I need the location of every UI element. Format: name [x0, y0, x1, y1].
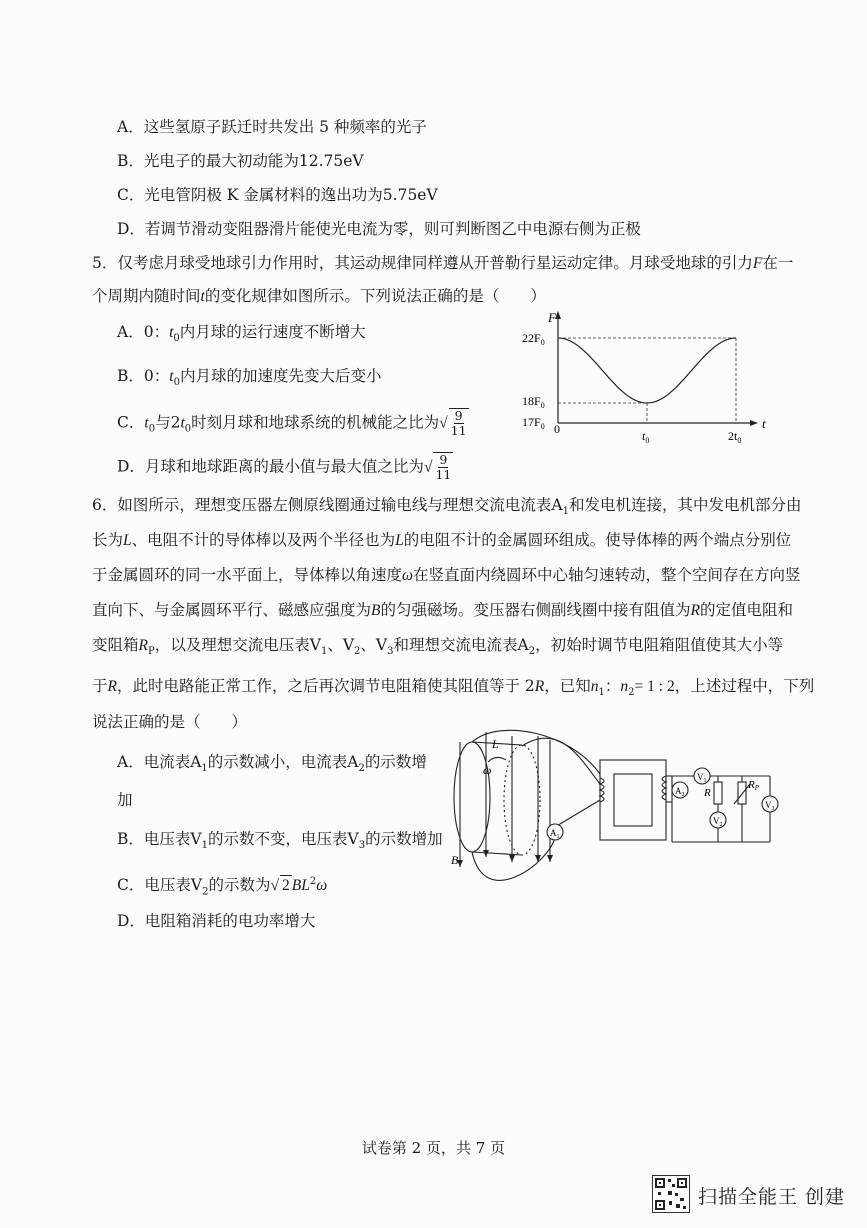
rod-bottom — [472, 852, 522, 855]
q6-option-d: D．电阻箱消耗的电功率增大 — [117, 912, 316, 930]
q6-stem-line2: 长为L、电阻不计的导体棒以及两个半径也为L的电阻不计的金属圆环组成。使导体棒的两个端点分别位 — [92, 531, 792, 549]
q6-option-a: A．电流表$A_1$的示数减小，电流表$A_2$的示数增 — [117, 753, 427, 775]
svg-text:V2: $V_2$ — [713, 816, 723, 828]
q5-stem-line1: 5．仅考虑月球受地球引力作用时，其运动规律同样遵从开普勒行星运动定律。月球受地球的引力F在一 — [92, 254, 794, 272]
watermark-text: 扫描全能王 创建 — [698, 1186, 846, 1208]
q5-option-b: B．0：$t_0$内月球的加速度先变大后变小 — [117, 367, 382, 389]
q6-stem-line5: 变阻箱$R_P$，以及理想交流电压表$V_1$、$V_2$、$V_3$和理想交流电流表$A_2$，初始时调节电阻箱阻值使其大小等 — [92, 636, 784, 658]
svg-text:V3: $V_3$ — [765, 800, 775, 812]
transformer-core — [600, 760, 666, 840]
left-ring — [454, 742, 490, 852]
x-tick-2t0: $2t_0$ — [728, 429, 742, 445]
y-tick-22: $22F_0$ — [522, 331, 545, 347]
x-tick-t0: $t_0$ — [642, 429, 650, 445]
diagram-label-R: R — [704, 787, 711, 799]
scanner-watermark — [652, 1175, 852, 1215]
q6-option-b: B．电压表$V_1$的示数不变，电压表$V_3$的示数增加 — [117, 830, 443, 852]
q6-stem-line6: 于R，此时电路能正常工作，之后再次调节电阻箱使其阻值等于 2R，已知$n_1$：$n_2= 1$ : 2，上述过程中，下列 — [92, 677, 815, 699]
q6-option-a-cont: 加 — [117, 791, 133, 809]
q4-option-d: D．若调节滑动变阻器滑片能使光电流为零，则可判断图乙中电源右侧为正极 — [117, 220, 641, 238]
svg-text:RP: RP — [748, 779, 760, 792]
q5-option-c: C．$t_0$与$2t_0$时刻月球和地球系统的机械能之比为√ $\frac{9}{11}$ — [117, 408, 467, 438]
y-axis-label: F — [548, 310, 556, 325]
x-tick-0: 0 — [554, 422, 560, 436]
qr-code-icon — [652, 1175, 690, 1213]
q5-option-a: A．0：$t_0$内月球的运行速度不断增大 — [117, 323, 366, 345]
y-tick-17: $17F_0$ — [522, 415, 545, 431]
diagram-label-omega: ω — [483, 763, 492, 777]
q6-option-c: C．电压表$V_2$的示数为√ 2 $BL^2\omega$ — [117, 876, 328, 898]
q5-stem-line2: 个周期内随时间t的变化规律如图所示。下列说法正确的是（ ） — [92, 287, 546, 305]
svg-text:A1: $A_1$ — [550, 828, 560, 840]
y-tick-18: $18F_0$ — [522, 394, 545, 410]
q6-stem-line4: 直向下、与金属圆环平行、磁感应强度为B的匀强磁场。变压器右侧副线圈中接有阻值为R的定值电阻和 — [92, 601, 793, 619]
q6-stem-line3: 于金属圆环的同一水平面上，导体棒以角速度ω在竖直面内绕圆环中心轴匀速转动，整个空间存在方向竖 — [92, 566, 801, 584]
q5-option-d: D．月球和地球距离的最小值与最大值之比为√ $\frac{9}{11}$ — [117, 452, 452, 482]
generator-transformer-diagram — [440, 722, 780, 902]
diagram-label-L: L — [492, 737, 499, 751]
q4-option-c: C．光电管阴极 K 金属材料的逸出功为5.75eV — [117, 186, 438, 204]
force-curve — [558, 338, 736, 403]
q6-stem-line7: 说法正确的是（ ） — [92, 713, 248, 731]
diagram-label-B: B — [451, 853, 459, 867]
q4-option-b: B．光电子的最大初动能为12.75eV — [117, 152, 364, 170]
x-axis-arrow — [750, 420, 758, 426]
svg-text:V1: $V_1$ — [697, 772, 707, 784]
force-time-chart — [500, 305, 780, 445]
x-axis-label: t — [762, 416, 766, 431]
page-footer: 试卷第 2 页，共 7 页 — [361, 1139, 506, 1157]
q4-option-a: A．这些氢原子跃迁时共发出 5 种频率的光子 — [117, 118, 427, 136]
right-ring — [504, 745, 540, 855]
q6-stem-line1: 6．如图所示，理想变压器左侧原线圈通过输电线与理想交流电流表$A_1$和发电机连接，其中发电机部分由 — [92, 496, 802, 518]
chart-axes — [555, 311, 758, 426]
svg-text:A2: $A_2$ — [675, 786, 685, 798]
